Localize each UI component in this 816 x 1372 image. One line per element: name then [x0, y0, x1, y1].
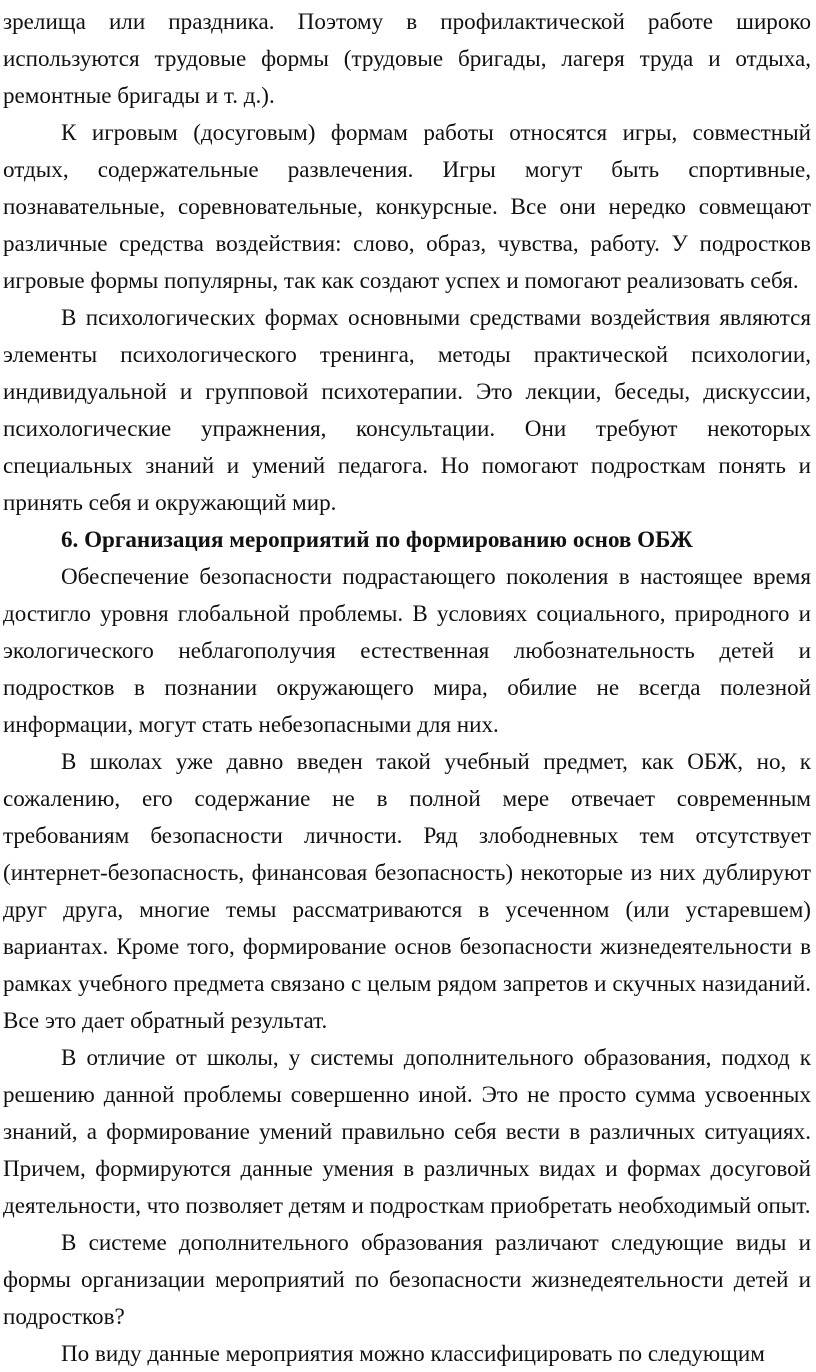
paragraph-game-forms: К игровым (досуговым) формам работы относятся игры, совместный отдых, содержательные развлечения. Игры могут быть спортивные, познавательные, соревновательные, конкурсные. Все они нередко совмещают различные средства воздействия: слово, образ, чувства, работу. У подростков игровые формы популярны, так как создают успех и помогают реализовать себя.: [3, 119, 811, 293]
paragraph-school-subject: В школах уже давно введен такой учебный предмет, как ОБЖ, но, к сожалению, его содержание не в полной мере отвечает современным требованиям безопасности личности. Ряд злободневных тем отсутствует (интернет-безопасность, финансовая безопасность) некоторые из них дублируют друг друга, многие темы рассматриваются в усеченном (или устаревшем) вариантах. Кроме того, формирование основ безопасности жизнедеятельности в рамках учебного предмета связано с целым рядом запретов и скучных назиданий. Все это дает обратный результат.: [3, 748, 811, 1033]
document-body: [3, 3, 811, 1372]
paragraph-labor-forms: зрелища или праздника. Поэтому в профилактической работе широко используются трудовые формы (трудовые бригады, лагеря труда и отдыха, ремонтные бригады и т. д.).: [3, 8, 811, 108]
paragraph-psychological-forms: В психологических формах основными средствами воздействия являются элементы психологического тренинга, методы практической психологии, индивидуальной и групповой психотерапии. Это лекции, беседы, дискуссии, психологические упражнения, консультации. Они требуют некоторых специальных знаний и умений педагога. Но помогают подросткам понять и принять себя и окружающий мир.: [3, 304, 811, 515]
paragraph-safety-problem: Обеспечение безопасности подрастающего поколения в настоящее время достигло уровня глобальной проблемы. В условиях социального, природного и экологического неблагополучия естественная любознательность детей и подростков в познании окружающего мира, обилие не всегда полезной информации, могут стать небезопасными для них.: [3, 563, 811, 737]
section-heading: 6. Организация мероприятий по формированию основ ОБЖ: [61, 526, 693, 552]
paragraph-additional-education: В отличие от школы, у системы дополнительного образования, подход к решению данной проблемы совершенно иной. Это не просто сумма усвоенных знаний, а формирование умений правильно себя вести в различных ситуациях. Причем, формируются данные умения в различных видах и формах досуговой деятельности, что позволяет детям и подросткам приобретать необходимый опыт.: [3, 1044, 811, 1218]
paragraph-classification: По виду данные мероприятия можно классифицировать по следующим: [61, 1340, 765, 1366]
paragraph-forms-question: В системе дополнительного образования различают следующие виды и формы организации мероприятий по безопасности жизнедеятельности детей и подростков?: [3, 1229, 811, 1329]
